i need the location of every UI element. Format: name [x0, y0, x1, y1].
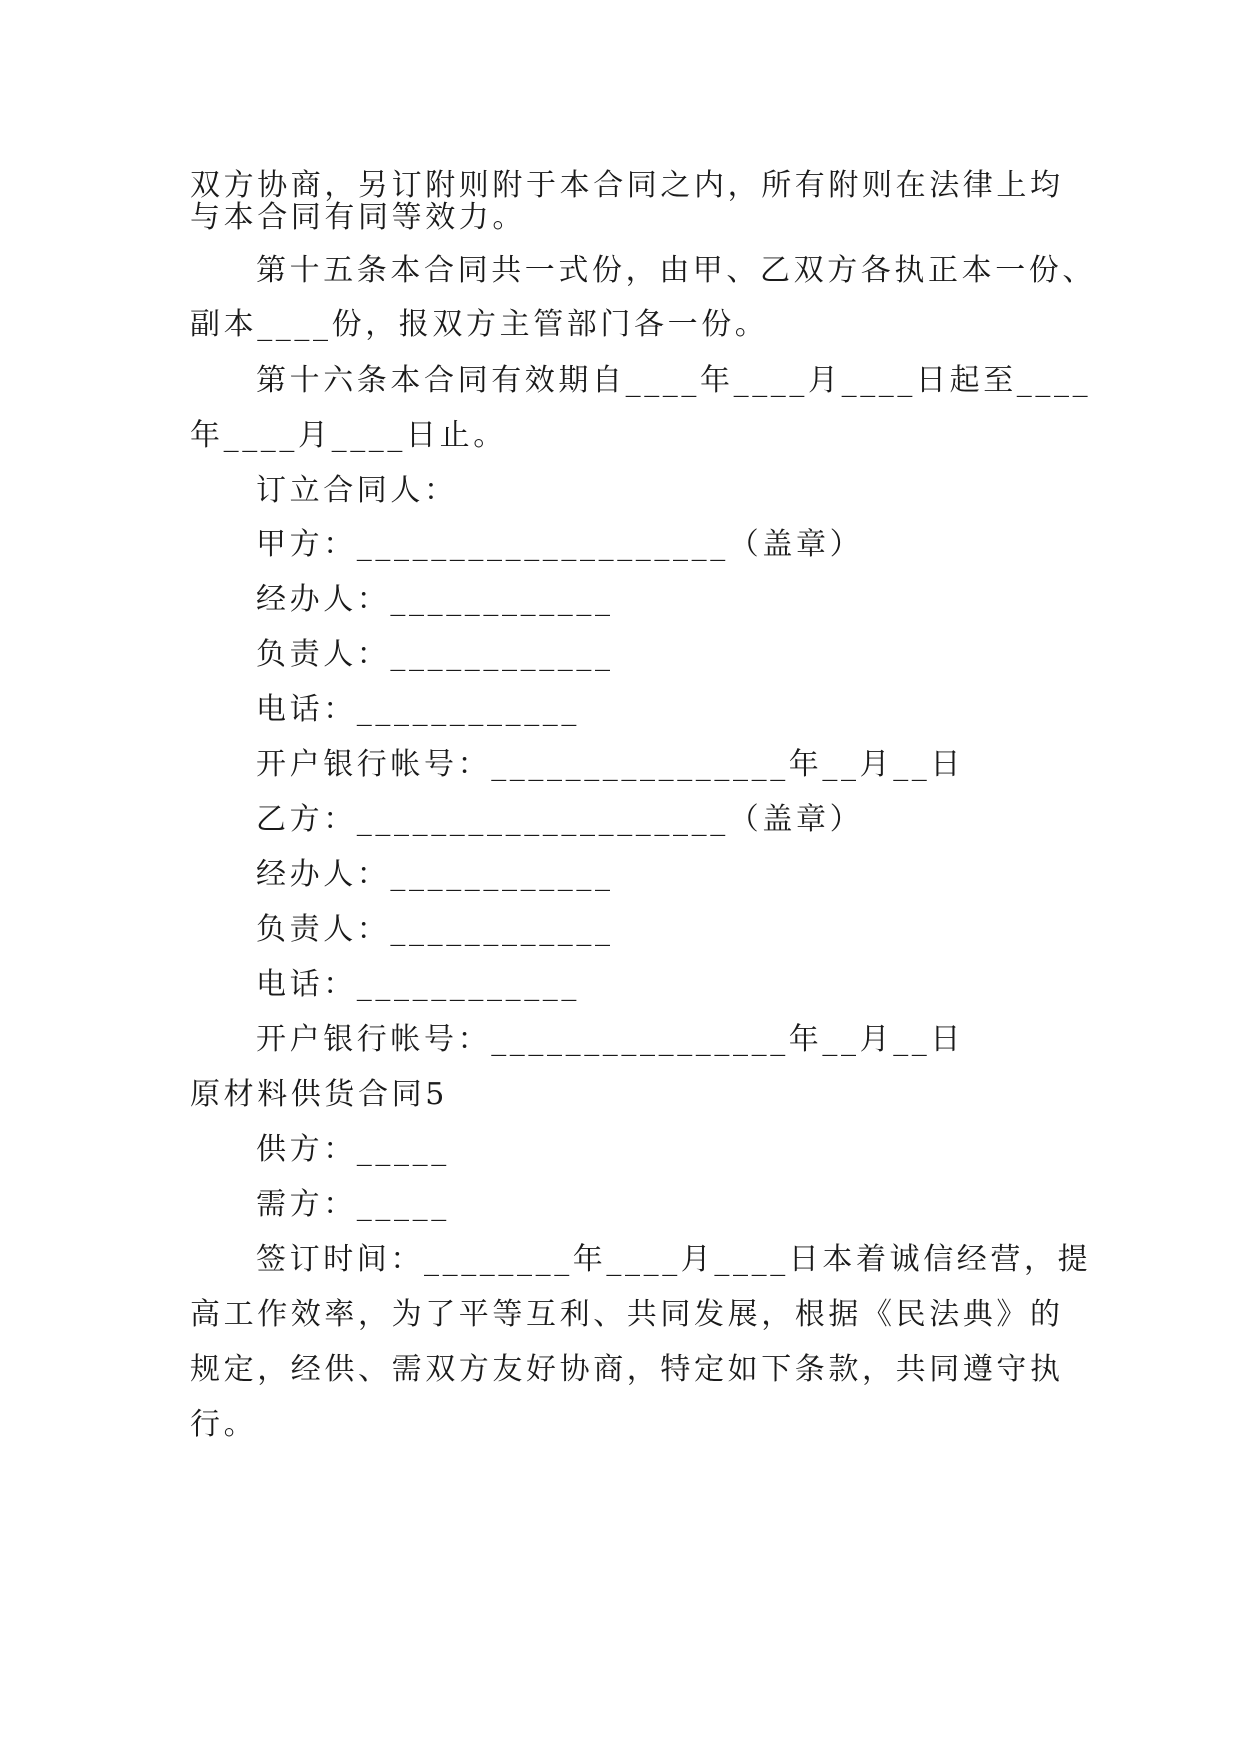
party-b-bank-line: 开户银行帐号：________________年__月__日: [256, 1022, 964, 1057]
party-a-bank-line: 开户银行帐号：________________年__月__日: [256, 747, 964, 782]
paragraph-line: 高工作效率，为了平等互利、共同发展，根据《民法典》的: [190, 1297, 1064, 1332]
paragraph-line: 双方协商，另订附则附于本合同之内，所有附则在法律上均: [190, 168, 1064, 203]
paragraph-line: 年____月____日止。: [190, 418, 507, 453]
clause-15-line: 第十五条本合同共一式份，由甲、乙双方各执正本一份、: [256, 253, 1096, 288]
paragraph-line: 规定，经供、需双方友好协商，特定如下条款，共同遵守执: [190, 1352, 1064, 1387]
party-a-manager-line: 负责人：____________: [256, 637, 614, 672]
party-b-line: 乙方：____________________（盖章）: [256, 802, 864, 837]
signing-date-line: 签订时间：________年____月____日本着诚信经营，提: [256, 1242, 1092, 1277]
signatories-heading: 订立合同人：: [256, 473, 458, 508]
party-b-manager-line: 负责人：____________: [256, 912, 614, 947]
paragraph-line: 行。: [190, 1407, 258, 1442]
clause-16-line: 第十六条本合同有效期自____年____月____日起至____: [256, 363, 1092, 398]
section-title: 原材料供货合同5: [190, 1077, 448, 1112]
paragraph-line: 副本____份，报双方主管部门各一份。: [190, 307, 769, 342]
party-a-handler-line: 经办人：____________: [256, 582, 614, 617]
party-b-handler-line: 经办人：____________: [256, 857, 614, 892]
buyer-line: 需方：_____: [256, 1187, 450, 1222]
party-a-line: 甲方：____________________（盖章）: [256, 527, 864, 562]
party-a-phone-line: 电话：____________: [256, 692, 580, 727]
supplier-line: 供方：_____: [256, 1132, 450, 1167]
paragraph-line: 与本合同有同等效力。: [190, 200, 526, 235]
party-b-phone-line: 电话：____________: [256, 967, 580, 1002]
